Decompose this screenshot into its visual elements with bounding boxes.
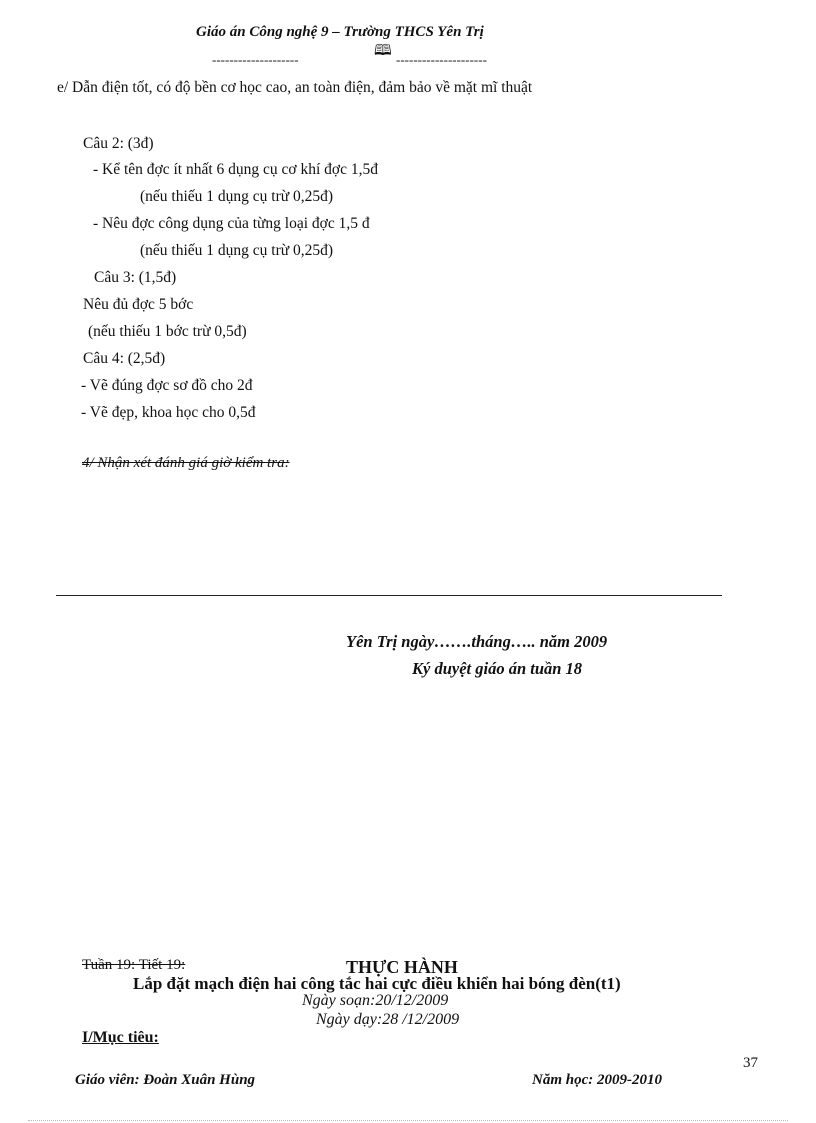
cau4-heading: Câu 4: (2,5đ) xyxy=(83,350,166,367)
date-prepared: Ngày soạn:20/12/2009 xyxy=(302,992,449,1009)
header-dash-right: --------------------- xyxy=(396,52,487,67)
footer-teacher: Giáo viên: Đoàn Xuân Hùng xyxy=(75,1072,256,1088)
cau2-item-2: - Nêu đợc công dụng của từng loại đợc 1,5 đ xyxy=(93,215,370,232)
footer-school-year: Năm học: 2009-2010 xyxy=(532,1072,662,1088)
header-title: Giáo án Công nghệ 9 – Trường THCS Yên Trị xyxy=(196,24,484,40)
cau3-line: Nêu đủ đợc 5 bớc xyxy=(83,296,194,313)
date-taught: Ngày dạy:28 /12/2009 xyxy=(316,1011,460,1028)
lesson-heading: THỰC HÀNH xyxy=(346,957,458,977)
header-dash-left: -------------------- xyxy=(212,52,299,67)
cau2-item-1: - Kể tên đợc ít nhất 6 dụng cụ cơ khí đợc 1,5đ xyxy=(93,161,379,178)
page-number: 37 xyxy=(743,1055,758,1071)
cau4-item-2: - Vẽ đẹp, khoa học cho 0,5đ xyxy=(81,404,256,421)
page-bottom-border xyxy=(28,1120,788,1121)
lesson-subtitle: Lắp đặt mạch điện hai công tắc hai cực điều khiển hai bóng đèn(t1) xyxy=(133,974,621,993)
cau3-heading: Câu 3: (1,5đ) xyxy=(94,269,177,286)
cau3-note: (nếu thiếu 1 bớc trừ 0,5đ) xyxy=(88,323,247,340)
divider-line xyxy=(56,595,722,596)
intro-line: e/ Dẫn điện tốt, có độ bền cơ học cao, an toàn điện, đảm bảo về mặt mĩ thuật xyxy=(57,79,533,96)
cau2-item-2-note: (nếu thiếu 1 dụng cụ trừ 0,25đ) xyxy=(140,242,334,259)
book-icon: 🕮 xyxy=(374,41,392,59)
cau2-item-1-note: (nếu thiếu 1 dụng cụ trừ 0,25đ) xyxy=(140,188,334,205)
lesson-week: Tuần 19: Tiết 19: xyxy=(82,957,186,973)
approval-date: Yên Trị ngày…….tháng….. năm 2009 xyxy=(346,632,608,651)
approval-sign: Ký duyệt giáo án tuần 18 xyxy=(412,659,583,678)
section-4-heading: 4/ Nhận xét đánh giá giờ kiểm tra: xyxy=(82,455,290,471)
cau2-heading: Câu 2: (3đ) xyxy=(83,135,154,152)
cau4-item-1: - Vẽ đúng đợc sơ đồ cho 2đ xyxy=(81,377,253,394)
objectives-heading: I/Mục tiêu: xyxy=(82,1029,159,1046)
